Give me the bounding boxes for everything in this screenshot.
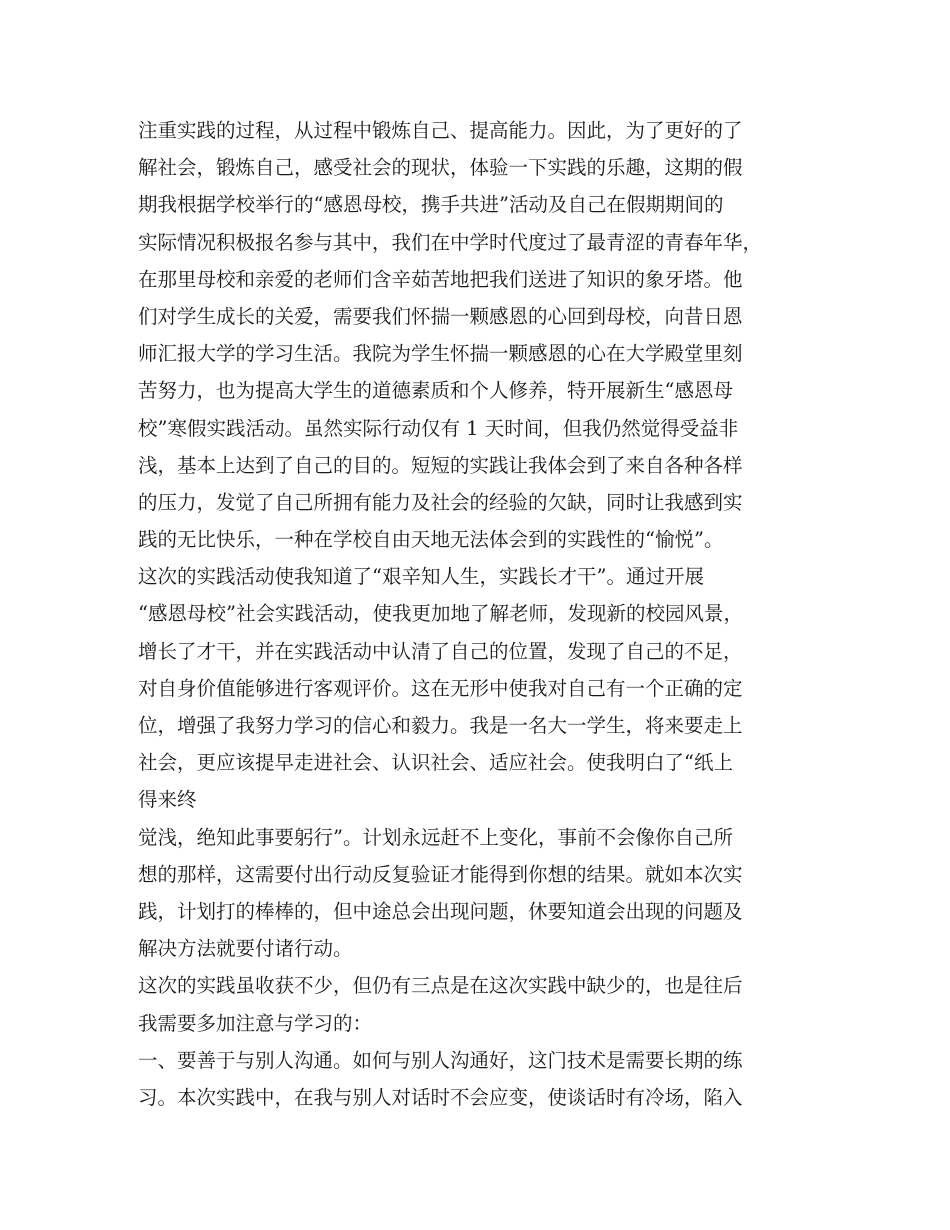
- text-line: 得来终: [138, 788, 197, 812]
- text-line: 校”寒假实践活动。虽然实际行动仅有 1 天时间，但我仍然觉得受益非: [138, 416, 739, 440]
- text-line: 一、要善于与别人沟通。如何与别人沟通好，这门技术是需要长期的练: [138, 1048, 743, 1072]
- text-line: 践的无比快乐，一种在学校自由天地无法体会到的实践性的“愉悦”。: [138, 528, 724, 552]
- text-line: 解社会，锻炼自己，感受社会的现状，体验一下实践的乐趣，这期的假: [138, 156, 743, 180]
- text-line: 在那里母校和亲爱的老师们含辛茹苦地把我们送进了知识的象牙塔。他: [138, 267, 743, 291]
- text-line: 浅，基本上达到了自己的目的。短短的实践让我体会到了来自各种各样: [138, 453, 743, 477]
- text-line: 习。本次实践中，在我与别人对话时不会应变，使谈话时有冷场，陷入: [138, 1085, 743, 1109]
- text-line: 增长了才干，并在实践活动中认清了自己的位置，发现了自己的不足，: [138, 639, 743, 663]
- text-line: 践，计划打的棒棒的，但中途总会出现问题，休要知道会出现的问题及: [138, 899, 743, 923]
- body-text: [138, 112, 828, 1116]
- text-line: 解决方法就要付诸行动。: [138, 937, 353, 961]
- text-line: 注重实践的过程，从过程中锻炼自己、提高能力。因此，为了更好的了: [138, 119, 743, 142]
- text-line: “感恩母校”社会实践活动，使我更加地了解老师，发现新的校园风景，: [138, 602, 743, 626]
- text-line: 我需要多加注意与学习的：: [138, 1011, 373, 1035]
- text-line: 位，增强了我努力学习的信心和毅力。我是一名大一学生，将来要走上: [138, 714, 743, 737]
- text-line: 们对学生成长的关爱，需要我们怀揣一颗感恩的心回到母校，向昔日恩: [138, 304, 743, 328]
- text-line: 社会，更应该提早走进社会、认识社会、适应社会。使我明白了“纸上: [138, 751, 733, 775]
- text-line: 苦努力，也为提高大学生的道德素质和个人修养，特开展新生“感恩母: [138, 379, 733, 403]
- text-line: 的压力，发觉了自己所拥有能力及社会的经验的欠缺，同时让我感到实: [138, 490, 743, 514]
- text-line: 这次的实践虽收获不少，但仍有三点是在这次实践中缺少的，也是往后: [138, 974, 743, 998]
- text-line: 期我根据学校举行的“感恩母校，携手共进”活动及自己在假期期间的: [138, 193, 724, 217]
- text-line: 对自身价值能够进行客观评价。这在无形中使我对自己有一个正确的定: [138, 676, 743, 700]
- text-line: 这次的实践活动使我知道了“艰辛知人生，实践长才干”。通过开展: [138, 565, 704, 589]
- text-line: 觉浅，绝知此事要躬行”。计划永远赶不上变化，事前不会像你自己所: [138, 825, 733, 849]
- text-line: 实际情况积极报名参与其中，我们在中学时代度过了最青涩的青春年华，: [138, 230, 763, 254]
- text-line: 想的那样，这需要付出行动反复验证才能得到你想的结果。就如本次实: [138, 862, 743, 886]
- text-line: 师汇报大学的学习生活。我院为学生怀揣一颗感恩的心在大学殿堂里刻: [138, 342, 743, 366]
